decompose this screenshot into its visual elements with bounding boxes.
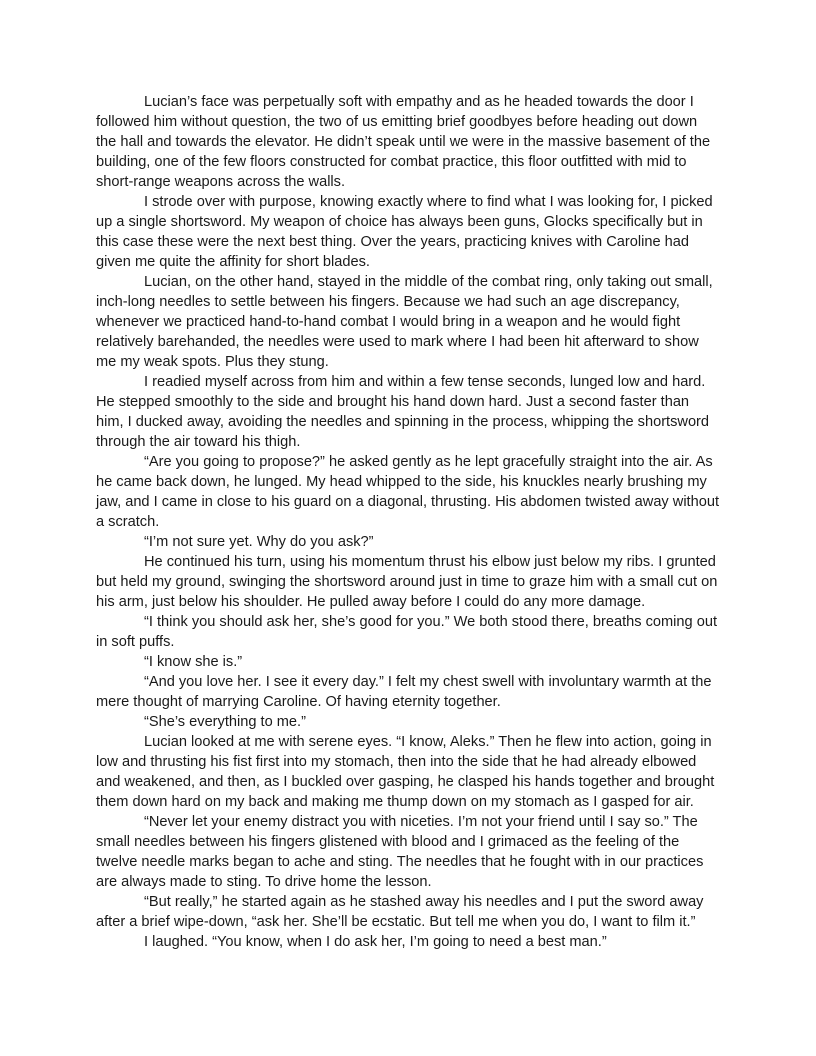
- paragraph: “And you love her. I see it every day.” I felt my chest swell with involuntary warmth at the mere thought of marrying Caroline. Of having eternity together.: [96, 674, 712, 710]
- paragraph: He continued his turn, using his momentum thrust his elbow just below my ribs. I grunted but held my ground, swinging the shortsword around just in time to graze him with a small cut on his arm, just below his shoulder. He pulled away before I could do any more damage.: [96, 554, 718, 610]
- paragraph: “Never let your enemy distract you with niceties. I’m not your friend until I say so.” The small needles between his fingers glistened with blood and I grimaced as the feeling of the twelve needle marks began to ache and sting. The needles that he fought with in our practices are always made to sting. To drive home the lesson.: [96, 814, 704, 890]
- paragraph: “I’m not sure yet. Why do you ask?”: [144, 534, 374, 550]
- paragraph: “I know she is.”: [144, 654, 243, 670]
- paragraph: I laughed. “You know, when I do ask her, I’m going to need a best man.”: [144, 934, 607, 950]
- paragraph: “I think you should ask her, she’s good for you.” We both stood there, breaths coming out in soft puffs.: [96, 614, 718, 650]
- paragraph: “Are you going to propose?” he asked gently as he lept gracefully straight into the air. As he came back down, he lunged. My head whipped to the side, his knuckles nearly brushing my jaw, and I came in close to his guard on a diagonal, thrusting. His abdomen twisted away without a scratch.: [96, 454, 720, 530]
- document-page: [96, 92, 720, 952]
- paragraph: I readied myself across from him and within a few tense seconds, lunged low and hard. He stepped smoothly to the side and brought his hand down hard. Just a second faster than him, I ducked away, avoiding the needles and spinning in the process, whipping the shortsword through the air toward his thigh.: [96, 374, 710, 450]
- paragraph: “But really,” he started again as he stashed away his needles and I put the sword away after a brief wipe-down, “ask her. She’ll be ecstatic. But tell me when you do, I want to film it.”: [96, 894, 704, 930]
- paragraph: Lucian looked at me with serene eyes. “I know, Aleks.” Then he flew into action, going in low and thrusting his fist first into my stomach, then into the side that he had already elbowed and weakened, and then, as I buckled over gasping, he clasped his hands together and brought them down hard on my back and making me thump down on my stomach as I gasped for air.: [96, 734, 715, 810]
- paragraph: “She’s everything to me.”: [144, 714, 306, 730]
- paragraph: Lucian, on the other hand, stayed in the middle of the combat ring, only taking out small, inch-long needles to settle between his fingers. Because we had such an age discrepancy, whenever we practiced hand-to-hand combat I would bring in a weapon and he would fight relatively barehanded, the needles were used to mark where I had been hit afterward to show me my weak spots. Plus they stung.: [96, 274, 713, 370]
- paragraph: I strode over with purpose, knowing exactly where to find what I was looking for, I picked up a single shortsword. My weapon of choice has always been guns, Glocks specifically but in this case these were the next best thing. Over the years, practicing knives with Caroline had given me quite the affinity for short blades.: [96, 194, 713, 270]
- paragraph: Lucian’s face was perpetually soft with empathy and as he headed towards the door I followed him without question, the two of us emitting brief goodbyes before heading out down the hall and towards the elevator. He didn’t speak until we were in the massive basement of the building, one of the few floors constructed for combat practice, this floor outfitted with mid to short-range weapons across the walls.: [96, 94, 711, 190]
